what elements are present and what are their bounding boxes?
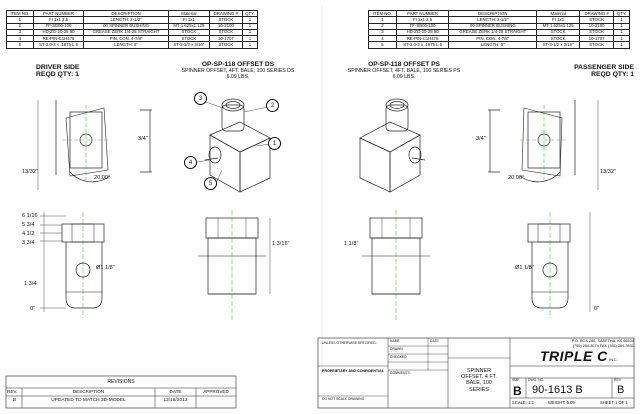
bom-col-drawing: DRAWING # [209, 11, 242, 17]
left-title-part: OP-SP-118 OFFSET DS [201, 61, 275, 68]
bom-cell: LENGTH: 5" [84, 42, 169, 48]
left-side-label [36, 64, 79, 78]
bom-cell: 3 [369, 29, 397, 35]
tb-title-line2: OFFSET, 4 FT. [461, 374, 497, 381]
tolerance-heading: UNLESS OTHERWISE SPECIFIED: [322, 341, 377, 345]
bom-col-qty: QTY. [242, 11, 257, 17]
dim-side-right: 1 1/8" [344, 241, 359, 247]
tb-title [448, 368, 510, 393]
right-side-label-line2: REQD QTY: 1 [591, 71, 634, 79]
bom-cell: 00 SPINNER BUSHING [84, 23, 169, 29]
bom-cell: STOCK [168, 36, 209, 42]
tb-comments: COMMENTS: [390, 371, 411, 375]
bom-cell: FI 1x1 [537, 17, 580, 23]
left-title-description: SPINNER OFFSET, 4FT. BALE, 100 SERIES DS [181, 67, 295, 74]
dim-5-left: 5 3/4 [22, 222, 35, 228]
left-side-view-2 [198, 210, 270, 320]
bom-cell: ST-3-1/2 x 3/16" [537, 42, 580, 48]
bom-col-material: Material [537, 11, 580, 17]
dim-offset-right: 13/32" [600, 169, 616, 175]
dim-height-right: 3/4" [476, 136, 486, 142]
balloon-item-2: 2 [266, 99, 279, 112]
table-row [369, 42, 630, 48]
dim-zero-right: 0" [594, 306, 600, 312]
dim-offset-left: 13/32" [22, 169, 38, 175]
bom-cell: 1 [242, 29, 257, 35]
bom-cell: 5 [369, 42, 397, 48]
table-row [7, 42, 258, 48]
bom-cell: LENGTH: 5" [449, 42, 537, 48]
bom-col-item: ITEM NO. [369, 11, 397, 17]
rev-date: 12/18/2012 [163, 398, 188, 403]
bom-col-qty: QTY. [614, 11, 630, 17]
rev-col-date: DATE [169, 389, 182, 394]
tb-scale: SCALE: 1:2 [512, 400, 534, 405]
bom-col-description: DESCRIPTION [84, 11, 169, 17]
dim-3-left: 3 3/4 [22, 240, 35, 246]
left-view-title [170, 62, 306, 81]
bom-cell: FI 1x1 2.5 [33, 17, 84, 23]
bom-cell: RE-PIN-C1H475 [33, 36, 84, 42]
bom-cell: STOCK [168, 29, 209, 35]
company-address-line1: P.O. BOX 286, SABETHA, KS 66534 [571, 339, 634, 343]
do-not-scale-note: DO NOT SCALE DRAWING [322, 397, 365, 401]
bom-col-part: PART NUMBER [33, 11, 84, 17]
bom-cell: FF-SB00-100 [396, 23, 449, 29]
right-front-view [362, 210, 430, 320]
bom-cell: 1 [242, 36, 257, 42]
bom-cell: FI 1x1 2.5 [396, 17, 449, 23]
company-address [512, 339, 634, 348]
bom-col-item: ITEM NO. [7, 11, 34, 17]
right-view-title [336, 62, 472, 81]
revisions-header: REVISIONS [107, 379, 135, 385]
right-title-part: OP-SP-118 OFFSET PS [368, 61, 440, 68]
bom-cell: 1 [614, 36, 630, 42]
bom-cell: HD-ZG-20-28 90 [33, 29, 84, 35]
company-address-line2: (785) 284-3674 FAX (785) 284-3931 [572, 343, 634, 348]
bom-cell: 1 [242, 23, 257, 29]
dim-hole-left: Ø1 1/8" [96, 265, 115, 271]
bom-cell: 10-2100 [580, 23, 614, 29]
bom-cell: FF-SB00-100 [33, 23, 84, 29]
tb-dwg-label: DWG. NO. [528, 378, 545, 382]
bom-cell: 1 [614, 29, 630, 35]
tb-size-value: B [513, 384, 522, 398]
balloon-item-4: 4 [184, 156, 197, 169]
company-name: TRIPLE C [540, 348, 608, 364]
bom-cell: LENGTH: 2-1/2" [449, 17, 537, 23]
rev-col-approved: APPROVED [203, 389, 229, 394]
bom-cell: PIN, CON. 4-7/8" [84, 36, 169, 42]
tb-dwg-number: 90-1613 B [532, 384, 583, 396]
right-side-label [548, 64, 634, 78]
bom-cell: STOCK [537, 36, 580, 42]
bom-cell: GREASE ZERK 1/4-28 STRAIGHT [449, 29, 537, 35]
balloon-item-1: 1 [268, 137, 281, 150]
bom-cell: LENGTH: 2-1/2" [84, 17, 169, 23]
rev-value: B [12, 398, 17, 403]
rev-col-rev: REV. [7, 389, 18, 394]
bom-col-description: DESCRIPTION [449, 11, 537, 17]
bom-cell: 1 [369, 17, 397, 23]
tb-rev-value: B [617, 384, 625, 396]
company-logo [540, 348, 619, 364]
bom-cell: RE-PIN-C1H475 [396, 36, 449, 42]
bom-cell: 3 [7, 29, 34, 35]
bill-of-materials-right [368, 10, 630, 49]
bom-cell: 1 [614, 23, 630, 29]
right-title-weight: 6.09 LBS. [392, 73, 416, 80]
bom-cell: STOCK [580, 17, 614, 23]
right-lower-view [528, 212, 590, 318]
bom-cell: ST-3.0-3 x .1875 L 5 [396, 42, 449, 48]
rev-col-description: DESCRIPTION [72, 389, 105, 394]
bom-cell: ST-3-1/2 x 3/16" [168, 42, 209, 48]
bom-cell: 00 SPINNER BUSHING [449, 23, 537, 29]
company-suffix: INC. [608, 357, 619, 362]
bom-col-drawing: DRAWING # [580, 11, 614, 17]
bom-cell: MT 1.625x1.125 [537, 23, 580, 29]
tb-checked: CHECKED [390, 355, 407, 359]
bom-cell: 2 [369, 23, 397, 29]
bom-cell: STOCK [209, 42, 242, 48]
left-side-label-line2: REQD QTY: 1 [36, 71, 79, 79]
bom-cell: STOCK [580, 29, 614, 35]
tb-title-line1: SPINNER [467, 368, 491, 374]
bom-cell: 1 [614, 42, 630, 48]
right-side-label-line1: PASSENGER SIDE [574, 64, 634, 71]
bom-cell: MT 1.625x1.125 [168, 23, 209, 29]
dim-hole-right: Ø1 1/8" [515, 265, 534, 271]
bom-col-material: Material [168, 11, 209, 17]
tb-drawn: DRAWN [390, 347, 403, 351]
tb-rev-label: REV [614, 378, 621, 382]
tb-size-label: SIZE [512, 378, 520, 382]
bill-of-materials-left [6, 10, 258, 49]
bom-cell: 4 [369, 36, 397, 42]
bom-cell: 10-2100 [209, 23, 242, 29]
dim-4-left: 4 1/2 [22, 231, 35, 237]
left-front-view [40, 212, 104, 318]
dim-side-left: 1 3/16" [272, 241, 290, 247]
bom-cell: FI 1x1 [168, 17, 209, 23]
dim-low-left: 1 3/4 [24, 281, 37, 287]
balloon-item-3: 3 [194, 92, 207, 105]
dim-zero-left: 0" [30, 306, 36, 312]
bom-cell: STOCK [209, 29, 242, 35]
bom-col-part: PART NUMBER [396, 11, 449, 17]
left-side-label-line1: DRIVER SIDE [36, 64, 80, 71]
bom-cell: 2 [7, 23, 34, 29]
bom-cell: STOCK [537, 29, 580, 35]
bom-cell: 5 [7, 42, 34, 48]
bom-cell: 4 [7, 36, 34, 42]
bom-cell: HD-ZG-20-28 90 [396, 29, 449, 35]
right-iso-view [360, 99, 425, 192]
tb-name-col: NAME [390, 339, 400, 343]
tb-date-col: DATE [430, 339, 439, 343]
dim-angle-right: 20.00° [508, 175, 525, 181]
bom-cell: STOCK [209, 17, 242, 23]
tb-title-line3: BALE, 100 [466, 380, 492, 387]
bom-cell: 1 [242, 17, 257, 23]
dim-angle-left: 20.00° [94, 175, 111, 181]
tb-title-line4: SERIES [469, 386, 489, 393]
tb-sheet: SHEET 1 OF 1 [600, 400, 628, 405]
rev-description: UPDATED TO MATCH 3D-MODEL [51, 398, 126, 403]
bom-cell: 10-1707 [580, 36, 614, 42]
tb-weight: WEIGHT: 6.09 [548, 400, 575, 405]
right-side-view [488, 100, 598, 190]
bom-cell: ST-3.0-3 x .1875 L 5 [33, 42, 84, 48]
left-title-weight: 6.09 LBS. [226, 73, 250, 80]
proprietary-heading: PROPRIETARY AND CONFIDENTIAL [322, 369, 384, 373]
bom-cell: 10-1707 [209, 36, 242, 42]
bom-cell: PIN, CON. 4-7/8" [449, 36, 537, 42]
dim-6-left: 6 1/16 [22, 213, 38, 219]
bom-cell: 1 [242, 42, 257, 48]
right-title-description: SPINNER OFFSET, 4FT. BALE, 100 SERIES PS [347, 67, 461, 74]
bom-cell: 1 [614, 17, 630, 23]
bom-cell: GREASE ZERK 1/4-28 STRAIGHT [84, 29, 169, 35]
bom-cell: STOCK [580, 42, 614, 48]
dim-height-left: 3/4" [138, 136, 148, 142]
balloon-item-5: 5 [204, 177, 217, 190]
bom-cell: 1 [7, 17, 34, 23]
